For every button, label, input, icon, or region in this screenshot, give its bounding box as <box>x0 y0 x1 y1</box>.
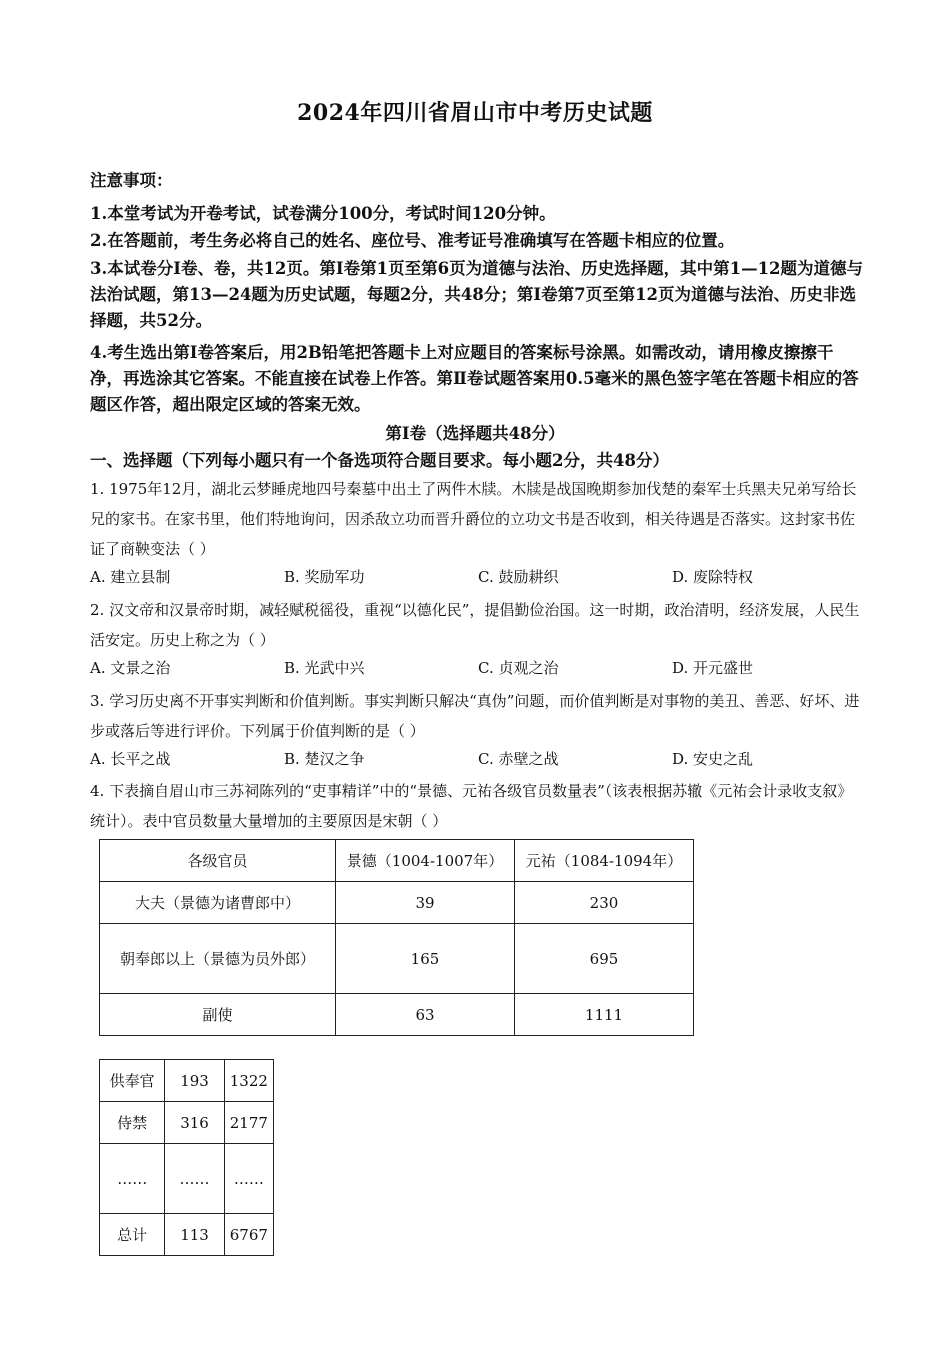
section-heading: 一、选择题（下列每小题只有一个备选项符合题目要求。每小题2分，共48分） <box>90 451 669 470</box>
table-row <box>100 882 694 924</box>
page-title: 2024年四川省眉山市中考历史试题 <box>297 100 653 126</box>
notice-item-4 <box>90 340 865 418</box>
table-cell: 2177 <box>224 1102 273 1144</box>
table-cell: 6767 <box>224 1214 273 1256</box>
option-d[interactable]: D. 废除特权 <box>672 568 754 586</box>
table-row <box>100 924 694 994</box>
table-cell: 316 <box>165 1102 224 1144</box>
question-1-options <box>90 566 870 590</box>
notice-item-text: 3.本试卷分I卷、卷，共12页。第I卷第1页至第6页为道德与法治、历史选择题，其中第1—12题为道德与法治试题，第13—24题为历史试题，每题2分，共48分；第I卷第7页至第12页为道德与法治、历史非选择题，共52分。 <box>90 259 864 330</box>
table-row <box>100 994 694 1036</box>
question-1 <box>90 474 862 564</box>
option-b[interactable]: B. 楚汉之争 <box>284 750 365 768</box>
option-b[interactable]: B. 光武中兴 <box>284 659 365 677</box>
table-cell: 39 <box>336 882 515 924</box>
volume-heading: 第I卷（选择题共48分） <box>385 424 565 443</box>
table-row <box>100 1214 274 1256</box>
notice-item-3 <box>90 256 865 334</box>
option-d[interactable]: D. 开元盛世 <box>672 659 754 677</box>
table-cell: 695 <box>515 924 694 994</box>
table-cell: 230 <box>515 882 694 924</box>
table-cell: …… <box>224 1144 273 1214</box>
notice-heading-text: 注意事项： <box>90 171 173 190</box>
table-cell: 朝奉郎以上（景德为员外郎） <box>100 924 336 994</box>
notice-item-text: 1.本堂考试为开卷考试，试卷满分100分，考试时间120分钟。 <box>90 204 556 223</box>
option-d[interactable]: D. 安史之乱 <box>672 750 754 768</box>
table-cell: 63 <box>336 994 515 1036</box>
table-cell: 侍禁 <box>100 1102 165 1144</box>
question-stem: 4. 下表摘自眉山市三苏祠陈列的“吏事精详”中的“景德、元祐各级官员数量表”（该表根据苏辙《元祐会计录收支叙》统计）。表中官员数量大量增加的主要原因是宋朝（ ） <box>90 782 853 830</box>
option-c[interactable]: C. 鼓励耕织 <box>478 568 559 586</box>
option-a[interactable]: A. 长平之战 <box>90 750 171 768</box>
officials-table-continued <box>99 1059 274 1256</box>
table-cell: …… <box>100 1144 165 1214</box>
notice-item-text: 2.在答题前，考生务必将自己的姓名、座位号、准考证号准确填写在答题卡相应的位置。 <box>90 231 735 250</box>
table-header-cell: 元祐（1084-1094年） <box>515 840 694 882</box>
notice-item-2 <box>90 228 865 254</box>
table-row <box>100 1102 274 1144</box>
option-c[interactable]: C. 赤壁之战 <box>478 750 559 768</box>
question-stem: 3. 学习历史离不开事实判断和价值判断。事实判断只解决“真伪”问题，而价值判断是对事物的美丑、善恶、好坏、进步或落后等进行评价。下列属于价值判断的是（ ） <box>90 692 860 740</box>
question-2-options <box>90 657 870 681</box>
notice-item-text: 4.考生选出第I卷答案后，用2B铅笔把答题卡上对应题目的答案标号涂黑。如需改动，请用橡皮擦擦干净，再选涂其它答案。不能直接在试卷上作答。第Ⅱ卷试题答案用0.5毫米的黑色签字笔在答题卡相应的答题区作答，超出限定区域的答案无效。 <box>90 343 859 414</box>
table-cell: 1111 <box>515 994 694 1036</box>
option-a[interactable]: A. 文景之治 <box>90 659 171 677</box>
notice-item-1 <box>90 201 865 227</box>
notice-heading <box>90 168 865 194</box>
option-c[interactable]: C. 贞观之治 <box>478 659 559 677</box>
table-cell: 165 <box>336 924 515 994</box>
table-row <box>100 1060 274 1102</box>
table-cell: 1322 <box>224 1060 273 1102</box>
question-stem: 2. 汉文帝和汉景帝时期，减轻赋税徭役，重视“以德化民”，提倡勤俭治国。这一时期，政治清明，经济发展，人民生活安定。历史上称之为（ ） <box>90 601 860 649</box>
officials-table <box>99 839 694 1036</box>
option-a[interactable]: A. 建立县制 <box>90 568 171 586</box>
table-cell: 113 <box>165 1214 224 1256</box>
table-header-cell: 各级官员 <box>100 840 336 882</box>
question-2 <box>90 595 862 655</box>
question-3-options <box>90 748 870 772</box>
table-cell: 大夫（景德为诸曹郎中） <box>100 882 336 924</box>
question-stem: 1. 1975年12月，湖北云梦睡虎地四号秦墓中出土了两件木牍。木牍是战国晚期参加伐楚的秦军士兵黑夫兄弟写给长兄的家书。在家书里，他们特地询问，因杀敌立功而晋升爵位的立功文书是否收到，相关待遇是否落实。这封家书佐证了商鞅变法（ ） <box>90 480 857 558</box>
table-cell: 总计 <box>100 1214 165 1256</box>
table-cell: 193 <box>165 1060 224 1102</box>
question-3 <box>90 686 862 746</box>
table-cell: 副使 <box>100 994 336 1036</box>
option-b[interactable]: B. 奖励军功 <box>284 568 365 586</box>
table-header-row <box>100 840 694 882</box>
table-header-cell: 景德（1004-1007年） <box>336 840 515 882</box>
table-row <box>100 1144 274 1214</box>
question-4 <box>90 776 862 836</box>
table-cell: …… <box>165 1144 224 1214</box>
table-cell: 供奉官 <box>100 1060 165 1102</box>
